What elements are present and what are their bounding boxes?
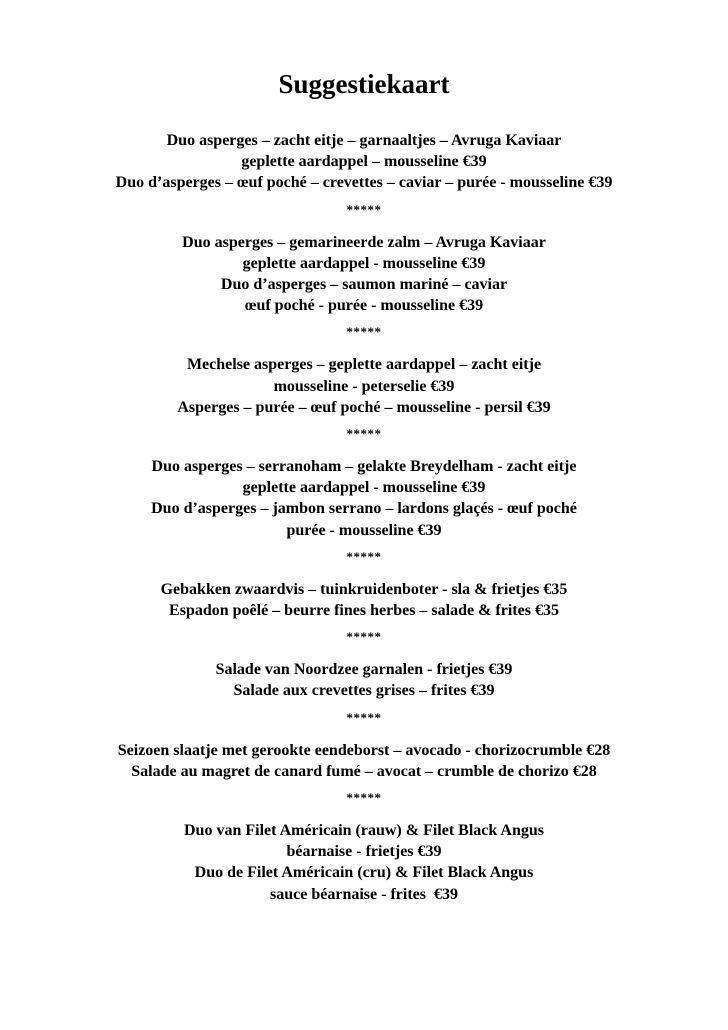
menu-line: Salade van Noordzee garnalen - frietjes €39 xyxy=(215,661,513,679)
menu-line: mousseline - peterselie €39 xyxy=(273,377,455,395)
menu-line: Duo d’asperges – saumon mariné – caviar xyxy=(220,276,508,294)
menu-line: Duo asperges – gemarineerde zalm – Avruga Kaviaar xyxy=(182,233,546,251)
menu-line: Mechelse asperges – geplette aardappel – zacht eitje xyxy=(186,356,542,374)
menu-line: Duo asperges – serranoham – gelakte Breydelham - zacht eitje xyxy=(151,458,577,476)
section-separator: ***** xyxy=(346,324,382,340)
menu-line: Duo d’asperges – œuf poché – crevettes – caviar – purée - mousseline €39 xyxy=(115,174,613,192)
menu-line: sauce béarnaise - frites €39 xyxy=(270,885,458,903)
menu-line: œuf poché - purée - mousseline €39 xyxy=(244,297,484,315)
menu-section-2 xyxy=(0,232,728,317)
section-separator: ***** xyxy=(346,426,382,442)
menu-line: Espadon poêlé – beurre fines herbes – salade & frites €35 xyxy=(169,602,559,620)
menu-section-1 xyxy=(0,130,728,194)
menu-section-4 xyxy=(0,456,728,541)
menu-line: Duo van Filet Américain (rauw) & Filet Black Angus xyxy=(184,822,544,840)
menu-line: geplette aardappel – mousseline €39 xyxy=(241,153,487,171)
menu-line: geplette aardappel - mousseline €39 xyxy=(242,254,486,272)
menu-line: Duo d’asperges – jambon serrano – lardons glaçés - œuf poché xyxy=(151,500,577,518)
menu-line: Duo asperges – zacht eitje – garnaaltjes – Avruga Kaviaar xyxy=(166,132,562,149)
menu-section-5 xyxy=(0,579,728,621)
section-separator: ***** xyxy=(346,709,382,725)
section-separator: ***** xyxy=(346,790,382,806)
menu-line: purée - mousseline €39 xyxy=(286,521,442,539)
menu-line: béarnaise - frietjes €39 xyxy=(286,843,442,861)
menu-line: Salade au magret de canard fumé – avocat – crumble de chorizo €28 xyxy=(131,762,597,780)
menu-section-6 xyxy=(0,659,728,701)
page-title: Suggestiekaart xyxy=(278,69,450,99)
menu-line: geplette aardappel - mousseline €39 xyxy=(242,479,486,497)
menu-line: Salade aux crevettes grises – frites €39 xyxy=(233,682,495,700)
section-separator: ***** xyxy=(346,548,382,564)
section-separator: ***** xyxy=(346,201,382,217)
menu-section-7 xyxy=(0,740,728,782)
menu-line: Asperges – purée – œuf poché – mousseline - persil €39 xyxy=(177,398,551,416)
menu-line: Duo de Filet Américain (cru) & Filet Black Angus xyxy=(194,864,534,882)
menu-section-3 xyxy=(0,354,728,418)
menu-line: Seizoen slaatje met gerookte eendeborst – avocado - chorizocrumble €28 xyxy=(117,741,611,759)
section-separator: ***** xyxy=(346,629,382,645)
menu-section-8 xyxy=(0,820,728,905)
menu-line: Gebakken zwaardvis – tuinkruidenboter - sla & frietjes €35 xyxy=(160,580,568,598)
